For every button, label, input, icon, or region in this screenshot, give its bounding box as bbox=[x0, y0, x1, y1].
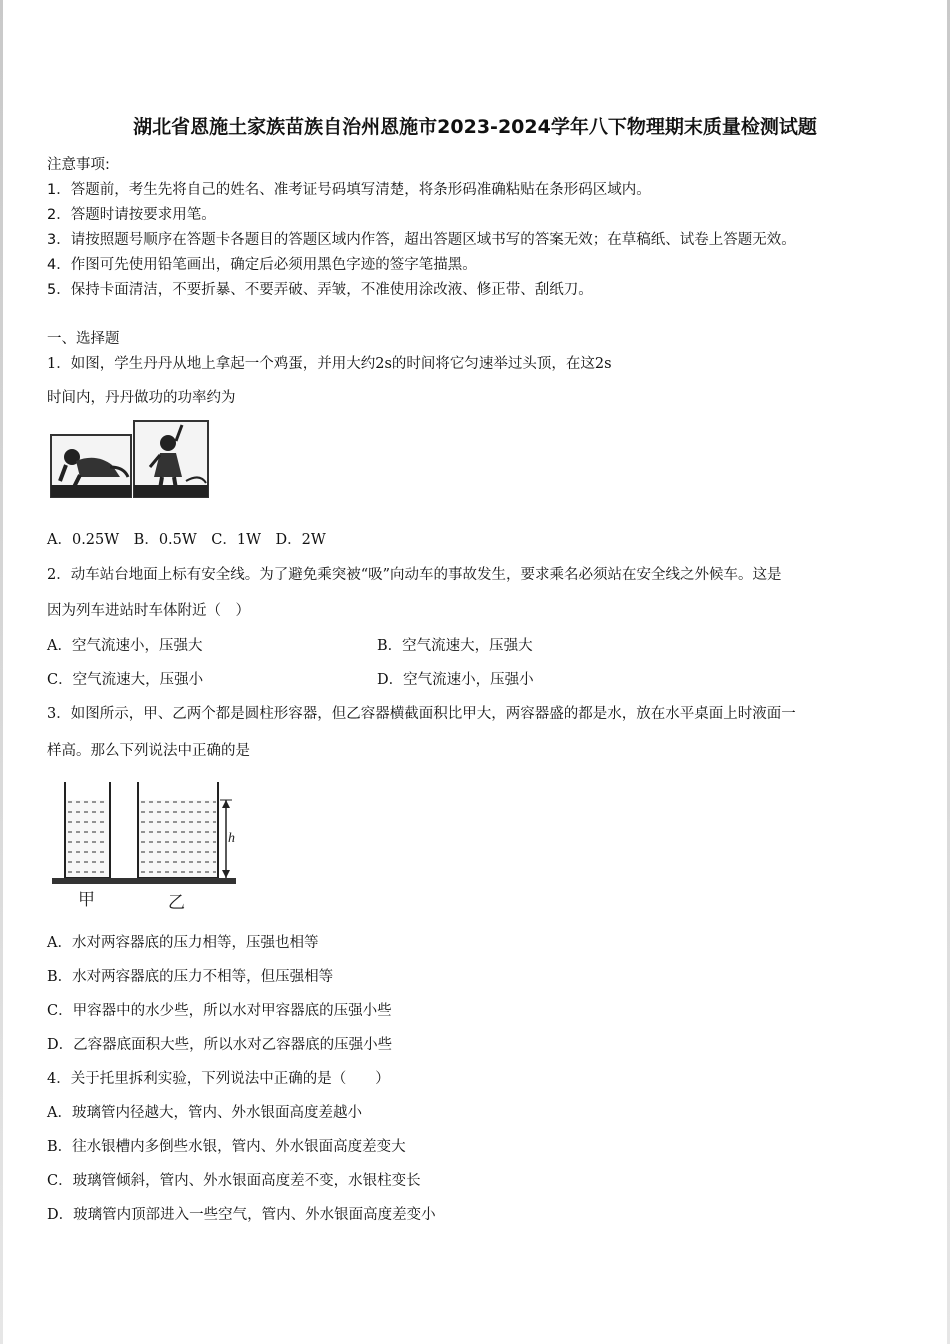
q3-option-b: B．水对两容器底的压力不相等，但压强相等 bbox=[47, 969, 334, 985]
q3-option-a: A．水对两容器底的压力相等，压强也相等 bbox=[47, 935, 319, 951]
q3-option-d: D．乙容器底面积大些，所以水对乙容器底的压强小些 bbox=[47, 1037, 393, 1053]
note-item: 4．作图可先使用铅笔画出，确定后必须用黑色字迹的签字笔描黑。 bbox=[47, 257, 477, 273]
page-title: 湖北省恩施土家族苗族自治州恩施市2023-2024学年八下物理期末质量检测试题 bbox=[133, 116, 817, 138]
note-item: 2．答题时请按要求用笔。 bbox=[47, 207, 216, 223]
q4-option-a: A．玻璃管内径越大，管内、外水银面高度差越小 bbox=[47, 1105, 362, 1121]
q4-option-b: B．往水银槽内多倒些水银，管内、外水银面高度差变大 bbox=[47, 1139, 406, 1155]
q1-stem-line1: 1．如图，学生丹丹从地上拿起一个鸡蛋，并用大约2s的时间将它匀速举过头顶，在这2s bbox=[47, 356, 612, 372]
q2-option-c: C．空气流速大，压强小 bbox=[47, 672, 204, 688]
q3-fig-label-right: 乙 bbox=[168, 893, 185, 913]
q4-option-d: D．玻璃管内顶部进入一些空气，管内、外水银面高度差变小 bbox=[47, 1207, 436, 1223]
note-item: 1．答题前，考生先将自己的姓名、准考证号码填写清楚，将条形码准确粘贴在条形码区域内。 bbox=[47, 182, 651, 198]
q2-stem-line2: 因为列车进站时车体附近（ ） bbox=[47, 603, 250, 619]
q1-stem-line2: 时间内，丹丹做功的功率约为 bbox=[47, 390, 236, 406]
notes-heading: 注意事项: bbox=[47, 157, 110, 173]
section-heading: 一、选择题 bbox=[47, 331, 120, 347]
q2-option-a: A．空气流速小，压强大 bbox=[47, 638, 203, 654]
q2-option-d: D．空气流速小，压强小 bbox=[377, 672, 534, 688]
q1-figure-student-lifting-egg bbox=[50, 415, 210, 499]
q1-options: A．0.25W B．0.5W C．1W D．2W bbox=[47, 532, 326, 548]
note-item: 5．保持卡面清洁，不要折暴、不要弄破、弄皱，不准使用涂改液、修正带、刮纸刀。 bbox=[47, 282, 593, 298]
q2-option-b: B．空气流速大，压强大 bbox=[377, 638, 533, 654]
q4-stem: 4．关于托里拆利实验，下列说法中正确的是（ ） bbox=[47, 1071, 390, 1087]
q3-figure-two-containers bbox=[50, 778, 240, 913]
q2-stem-line1: 2．动车站台地面上标有安全线。为了避免乘突被“吸”向动车的事故发生，要求乘名必须站在安全线之外候车。这是 bbox=[47, 567, 782, 583]
q3-stem-line1: 3．如图所示，甲、乙两个都是圆柱形容器，但乙容器横截面积比甲大，两容器盛的都是水，放在水平桌面上时液面一 bbox=[47, 706, 796, 722]
q3-option-c: C．甲容器中的水少些，所以水对甲容器底的压强小些 bbox=[47, 1003, 392, 1019]
q3-fig-label-left: 甲 bbox=[78, 890, 95, 910]
q3-stem-line2: 样高。那么下列说法中正确的是 bbox=[47, 743, 250, 759]
q4-option-c: C．玻璃管倾斜，管内、外水银面高度差不变，水银柱变长 bbox=[47, 1173, 421, 1189]
note-item: 3．请按照题号顺序在答题卡各题目的答题区域内作答，超出答题区域书写的答案无效；在草稿纸、试卷上答题无效。 bbox=[47, 232, 796, 248]
q3-fig-h-label: h bbox=[228, 831, 235, 846]
page-left-edge bbox=[0, 0, 3, 1344]
